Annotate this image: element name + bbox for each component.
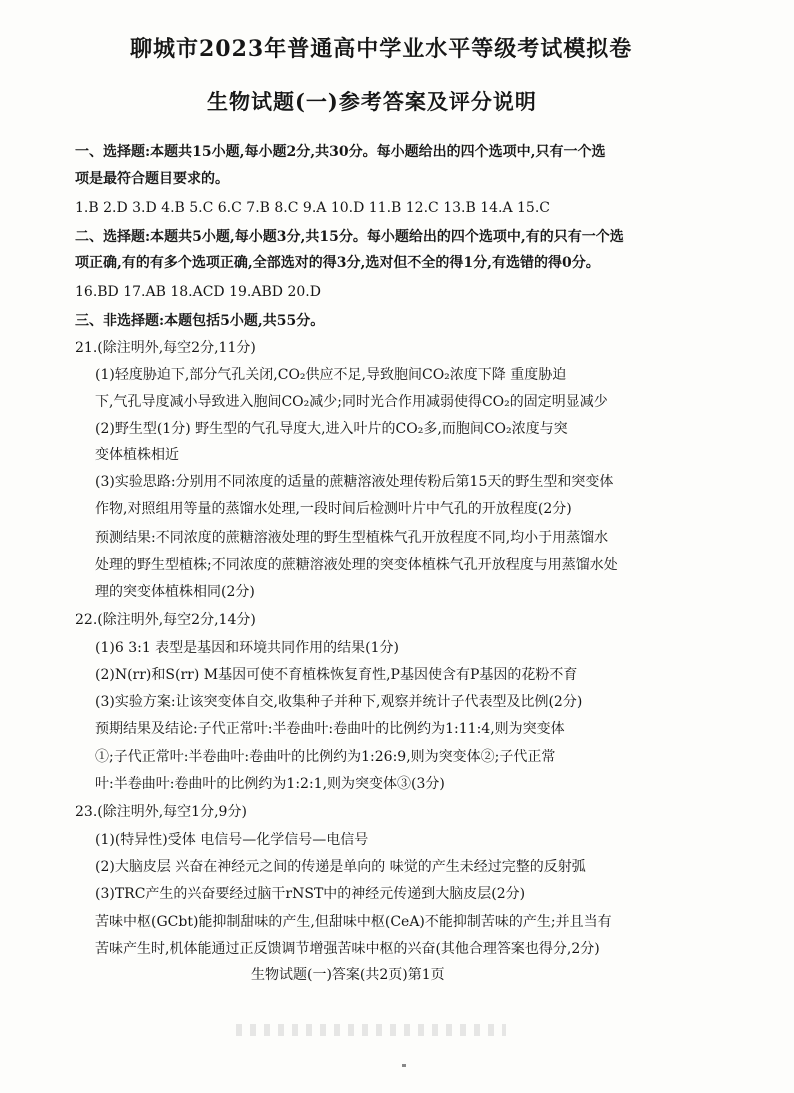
q22-answer-line: (1)6 3:1 表型是基因和环境共同作用的结果(1分) [95, 640, 399, 656]
choice-answers-16-20: 16.BD 17.AB 18.ACD 19.ABD 20.D [75, 284, 321, 300]
q21-answer-line: 作物,对照组用等量的蒸馏水处理,一段时间后检测叶片中气孔的开放程度(2分) [95, 501, 572, 517]
document-subtitle: 生物试题(一)参考答案及评分说明 [207, 89, 537, 114]
scan-mark [402, 1064, 406, 1067]
q23-answer-line: 苦味中枢(GCbt)能抑制甜味的产生,但甜味中枢(CeA)不能抑制苦味的产生;并且当有 [95, 914, 612, 930]
q22-answer-line: ①;子代正常叶:半卷曲叶:卷曲叶的比例约为1:26:9,则为突变体②;子代正常 [95, 749, 556, 765]
q21-answer-line: 变体植株相近 [95, 447, 179, 463]
section-one-heading-cont: 项是最符合题目要求的。 [75, 171, 229, 187]
question-21-heading: 21.(除注明外,每空2分,11分) [75, 340, 256, 356]
q22-answer-line: (2)N(rr)和S(rr) M基因可使不育植株恢复育性,P基因使含有P基因的花粉不育 [95, 667, 578, 683]
scan-smudge [236, 1024, 506, 1036]
q23-answer-line: (3)TRC产生的兴奋要经过脑干rNST中的神经元传递到大脑皮层(2分) [95, 886, 526, 902]
section-one-heading: 一、选择题:本题共15小题,每小题2分,共30分。每小题给出的四个选项中,只有一个选 [75, 144, 606, 160]
q22-answer-line: (3)实验方案:让该突变体自交,收集种子并种下,观察并统计子代表型及比例(2分) [95, 694, 583, 710]
q21-answer-line: 理的突变体植株相同(2分) [95, 584, 255, 600]
q21-answer-line: 处理的野生型植株;不同浓度的蔗糖溶液处理的突变体植株气孔开放程度与用蒸馏水处 [95, 557, 618, 573]
q22-answer-line: 预期结果及结论:子代正常叶:半卷曲叶:卷曲叶的比例约为1:11:4,则为突变体 [95, 721, 565, 737]
page-footer: 生物试题(一)答案(共2页)第1页 [251, 967, 445, 983]
choice-answers-1-15: 1.B 2.D 3.D 4.B 5.C 6.C 7.B 8.C 9.A 10.D 11.B 12.C 13.B 14.A 15.C [75, 200, 551, 216]
q21-answer-line: (3)实验思路:分别用不同浓度的适量的蔗糖溶液处理传粉后第15天的野生型和突变体 [95, 474, 614, 490]
question-23-heading: 23.(除注明外,每空1分,9分) [75, 804, 247, 820]
question-22-heading: 22.(除注明外,每空2分,14分) [75, 612, 256, 628]
document-title: 聊城市2023年普通高中学业水平等级考试模拟卷 [130, 36, 633, 62]
section-two-heading-cont: 项正确,有的有多个选项正确,全部选对的得3分,选对但不全的得1分,有选错的得0分。 [75, 255, 600, 271]
q21-answer-line: (2)野生型(1分) 野生型的气孔导度大,进入叶片的CO₂多,而胞间CO₂浓度与突 [95, 421, 568, 437]
section-three-heading: 三、非选择题:本题包括5小题,共55分。 [75, 313, 325, 329]
section-two-heading: 二、选择题:本题共5小题,每小题3分,共15分。每小题给出的四个选项中,有的只有一个选 [75, 229, 624, 245]
q21-answer-line: 预测结果:不同浓度的蔗糖溶液处理的野生型植株气孔开放程度不同,均小于用蒸馏水 [95, 530, 609, 546]
q23-answer-line: (2)大脑皮层 兴奋在神经元之间的传递是单向的 味觉的产生未经过完整的反射弧 [95, 859, 586, 875]
q22-answer-line: 叶:半卷曲叶:卷曲叶的比例约为1:2:1,则为突变体③(3分) [95, 776, 445, 792]
q21-answer-line: 下,气孔导度减小导致进入胞间CO₂减少;同时光合作用减弱使得CO₂的固定明显减少 [95, 394, 608, 410]
q23-answer-line: (1)(特异性)受体 电信号—化学信号—电信号 [95, 832, 369, 848]
q21-answer-line: (1)轻度胁迫下,部分气孔关闭,CO₂供应不足,导致胞间CO₂浓度下降 重度胁迫 [95, 367, 567, 383]
q23-answer-line: 苦味产生时,机体能通过正反馈调节增强苦味中枢的兴奋(其他合理答案也得分,2分) [95, 941, 600, 957]
